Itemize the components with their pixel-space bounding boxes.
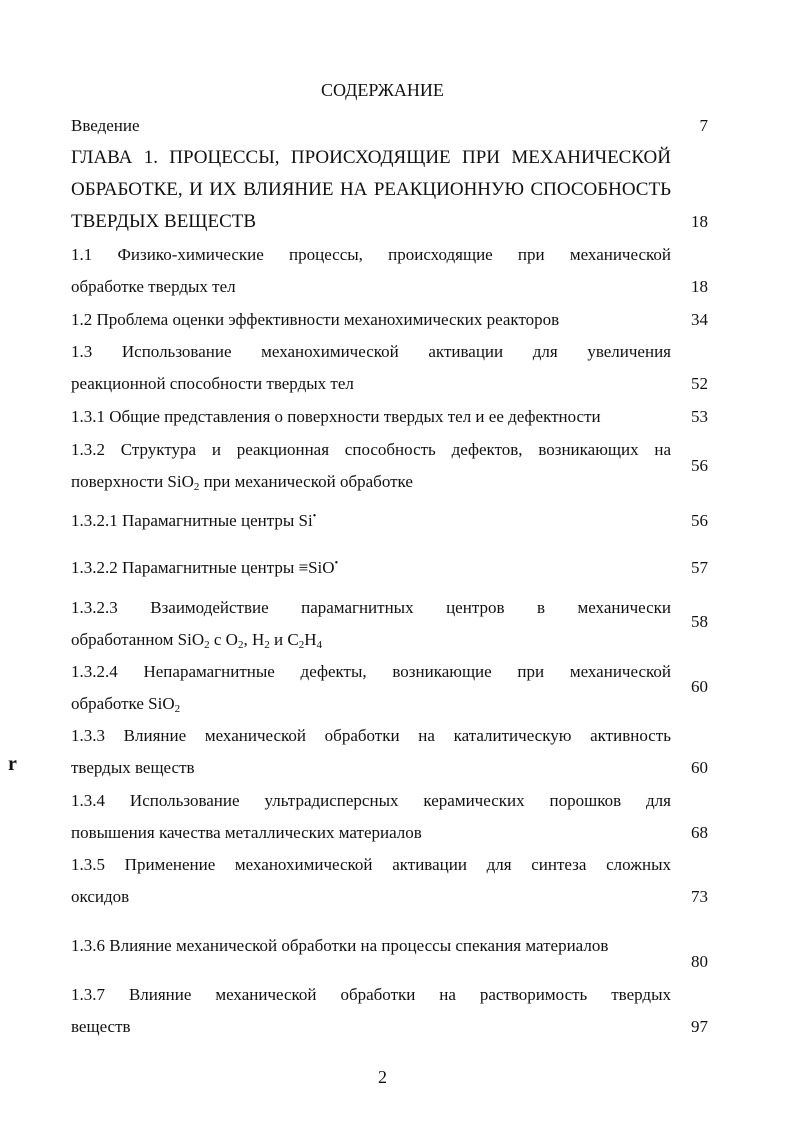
toc-entry-line: твердых веществ — [71, 758, 195, 777]
toc-entry-text: , H — [243, 630, 265, 649]
toc-entry-line: 1.3.2.3 Взаимодействие парамагнитных центров в механически — [71, 598, 671, 617]
margin-mark: r — [8, 753, 17, 775]
toc-page-number: 60 — [691, 758, 708, 777]
toc-entry-1-3-2-1[interactable] — [71, 505, 671, 540]
toc-entry-chapter-1[interactable] — [71, 142, 671, 238]
toc-page-number: 18 — [691, 277, 708, 296]
toc-entry-line: 1.3.2 Структура и реакционная способность дефектов, возникающих на — [71, 440, 671, 459]
toc-entry-line: 1.3.4 Использование ультрадисперсных керамических порошков для — [71, 791, 671, 810]
toc-entry-line: 1.3.7 Влияние механической обработки на растворимость твердых — [71, 985, 671, 1004]
toc-page-number: 80 — [691, 952, 708, 971]
toc-page-number: 73 — [691, 887, 708, 906]
toc-entry-1-3-7[interactable] — [71, 979, 671, 1043]
toc-page-number: 34 — [691, 310, 708, 329]
toc-entry-text: и C — [269, 630, 299, 649]
toc-entry-line: ТВЕРДЫХ ВЕЩЕСТВ — [71, 211, 257, 232]
toc-entry-1-3-2[interactable] — [71, 434, 671, 500]
toc-entry-line: оксидов — [71, 887, 130, 906]
toc-entry-line: 1.3.6 Влияние механической обработки на процессы спекания материалов — [71, 936, 609, 955]
toc-entry-1-2[interactable] — [71, 304, 671, 336]
toc-entry-text: с O — [209, 630, 238, 649]
toc-page-number: 53 — [691, 407, 708, 426]
toc-page-number: 58 — [691, 612, 708, 631]
toc-entry-line: повышения качества металлических материалов — [71, 823, 422, 842]
subscript: 4 — [316, 639, 322, 651]
toc-page-number: 7 — [699, 116, 708, 135]
toc-entry-line: 1.1 Физико-химические процессы, происходящие при механической — [71, 245, 671, 264]
toc-entry-text: 1.3.2.1 Парамагнитные центры Si — [71, 511, 313, 530]
page-number: 2 — [378, 1067, 387, 1087]
toc-entry-line — [71, 466, 671, 500]
toc-entry-line: 1.3.1 Общие представления о поверхности твердых тел и ее дефектности — [71, 407, 601, 426]
toc-entry-line: 1.3 Использование механохимической активации для увеличения — [71, 342, 671, 361]
page-title: СОДЕРЖАНИЕ — [321, 80, 444, 100]
toc-entry-1-1[interactable] — [71, 239, 671, 303]
subscript: 2 — [237, 639, 244, 651]
superscript: • — [334, 558, 339, 569]
toc-entry-text: поверхности SiO — [71, 472, 194, 491]
toc-entry-text: обработке SiO — [71, 694, 175, 713]
toc-entry-line: реакционной способности твердых тел — [71, 374, 354, 393]
subscript: 2 — [298, 639, 305, 651]
toc-entry-line: 1.2 Проблема оценки эффективности механохимических реакторов — [71, 310, 560, 329]
toc-entry-1-3-4[interactable] — [71, 785, 671, 849]
toc-entry-title: Введение — [71, 116, 140, 135]
toc-page-number: 56 — [691, 511, 708, 530]
toc-entry-line: ОБРАБОТКЕ, И ИХ ВЛИЯНИЕ НА РЕАКЦИОННУЮ СПОСОБНОСТЬ — [71, 179, 671, 200]
superscript: • — [312, 511, 317, 522]
toc-entry-1-3-2-2[interactable] — [71, 552, 671, 587]
toc-entry-line: ГЛАВА 1. ПРОЦЕССЫ, ПРОИСХОДЯЩИЕ ПРИ МЕХАНИЧЕСКОЙ — [71, 147, 671, 168]
toc-entry-text: обработанном SiO — [71, 630, 205, 649]
toc-entry-line — [71, 624, 671, 658]
subscript: 2 — [204, 639, 210, 651]
toc-entry-line: веществ — [71, 1017, 131, 1036]
toc-entry-1-3-5[interactable] — [71, 849, 671, 913]
toc-page-number: 52 — [691, 374, 708, 393]
subscript: 2 — [174, 703, 181, 715]
toc-entry-1-3-3[interactable] — [71, 720, 671, 784]
toc-entry-text: H — [304, 630, 317, 649]
toc-entry-line — [71, 688, 671, 722]
toc-entry-line: 1.3.2.4 Непарамагнитные дефекты, возникающие при механической — [71, 662, 671, 681]
toc-entry-1-3-1[interactable] — [71, 401, 671, 433]
toc-entry-1-3-2-3[interactable] — [71, 592, 671, 658]
toc-entry-line — [71, 505, 671, 540]
toc-entry-line — [71, 552, 671, 587]
toc-entry-text: при механической обработке — [199, 472, 413, 491]
toc-page-number: 18 — [691, 212, 708, 231]
toc-page-number: 57 — [691, 558, 708, 577]
toc-entry-text: 1.3.2.2 Парамагнитные центры ≡SiO — [71, 558, 335, 577]
toc-page-number: 56 — [691, 456, 708, 475]
toc-entry-line: 1.3.5 Применение механохимической активации для синтеза сложных — [71, 855, 671, 874]
toc-page-number: 97 — [691, 1017, 708, 1036]
toc-entry-1-3-2-4[interactable] — [71, 656, 671, 722]
subscript: 2 — [264, 639, 270, 651]
toc-entry-introduction[interactable] — [71, 110, 671, 142]
toc-entry-line: обработке твердых тел — [71, 277, 236, 296]
toc-entry-line: 1.3.3 Влияние механической обработки на каталитическую активность — [71, 726, 671, 745]
toc-entry-1-3[interactable] — [71, 336, 671, 400]
toc-page-number: 68 — [691, 823, 708, 842]
toc-entry-1-3-6[interactable] — [71, 930, 671, 962]
toc-page-number: 60 — [691, 677, 708, 696]
subscript: 2 — [193, 481, 200, 493]
